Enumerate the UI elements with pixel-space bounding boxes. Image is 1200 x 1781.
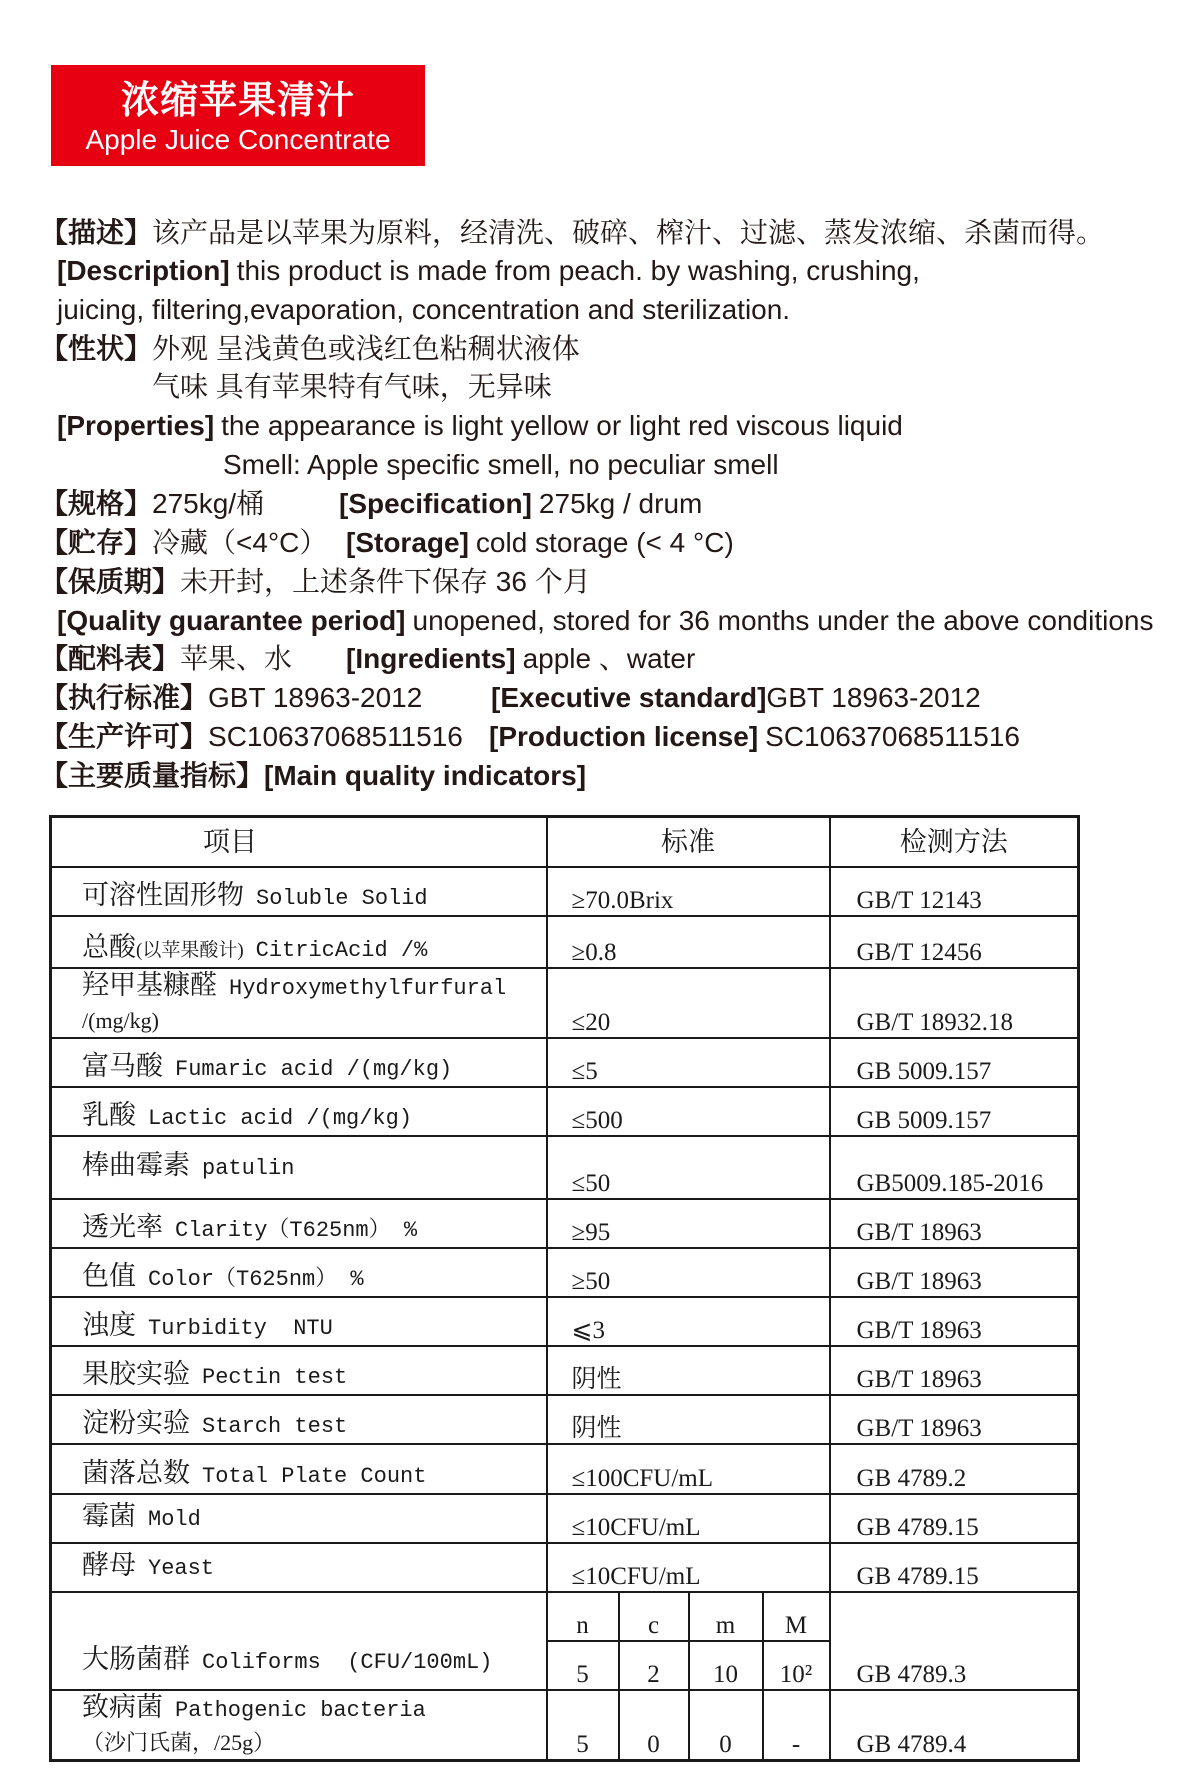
shelf-life-cn <box>40 566 591 598</box>
specification-cn <box>40 488 264 520</box>
item-name-cn: 淀粉实验 <box>82 1407 190 1438</box>
table-header-row <box>51 817 1079 867</box>
indicators-label-cn: 【主要质量指标】 <box>40 760 265 791</box>
item-name-en: Lactic acid /(mg/kg) <box>148 1105 413 1131</box>
item-name-en: Color（T625nm） % <box>148 1266 364 1292</box>
quality-table <box>49 815 1077 1762</box>
standard-cell: 阴性 <box>547 1346 830 1395</box>
table-row <box>51 1543 1079 1592</box>
storage-en <box>346 527 734 559</box>
sampling-header-m-upper: M <box>763 1592 830 1641</box>
product-title-cn: 浓缩苹果清汁 <box>120 78 355 122</box>
item-cell <box>51 1136 547 1199</box>
method-cell: GB 4789.2 <box>830 1444 1079 1494</box>
item-name-en: patulin <box>202 1156 295 1181</box>
item-cell <box>51 1395 547 1444</box>
sampling-header-n: n <box>547 1592 619 1641</box>
storage-label-cn: 【贮存】 <box>40 527 153 558</box>
specification-label-cn: 【规格】 <box>40 488 153 519</box>
standard-cell: ≥0.8 <box>547 916 830 968</box>
item-cell <box>51 1087 547 1136</box>
item-name-cn: 致病菌 <box>82 1691 163 1722</box>
license-label-en: [Production license] <box>489 721 759 752</box>
specification-value-cn: 275kg/桶 <box>152 488 265 519</box>
table-row <box>51 1248 1079 1297</box>
item-name-cn: 大肠菌群 <box>82 1643 190 1674</box>
item-name-en: Pathogenic bacteria <box>175 1697 426 1723</box>
method-cell: GB 5009.157 <box>830 1087 1079 1136</box>
properties-cn-line <box>40 333 580 365</box>
table-row <box>51 1690 1079 1761</box>
standard-cell: ⩽3 <box>547 1297 830 1346</box>
item-name-cn: 色值 <box>82 1260 136 1291</box>
description-en-line <box>57 255 920 287</box>
table-row <box>51 867 1079 916</box>
specification-label-en: [Specification] <box>339 488 532 519</box>
item-name-en: Pectin test <box>202 1364 348 1390</box>
standard-label-cn: 【执行标准】 <box>40 682 209 713</box>
table-row <box>51 1592 1079 1641</box>
item-note: (以苹果酸计) <box>136 939 244 961</box>
item-name-cn: 可溶性固形物 <box>82 879 244 910</box>
item-cell <box>51 867 547 916</box>
item-unit: /(mg/kg) <box>82 1007 159 1033</box>
method-cell: GB/T 12456 <box>830 916 1079 968</box>
header-item: 项目 <box>51 817 547 867</box>
sampling-value: 5 <box>547 1641 619 1690</box>
item-name-en: Fumaric acid /(mg/kg) <box>175 1056 453 1082</box>
ingredients-en <box>346 643 695 675</box>
item-cell <box>51 968 547 1038</box>
storage-cn <box>40 527 327 559</box>
description-label-en: [Description] <box>57 255 230 286</box>
method-cell: GB/T 12143 <box>830 867 1079 916</box>
properties-label-cn: 【性状】 <box>40 333 153 364</box>
indicators-heading <box>40 760 586 792</box>
item-name-en: Turbidity NTU <box>148 1315 333 1341</box>
item-name-cn: 酵母 <box>82 1550 136 1580</box>
item-name-cn: 富马酸 <box>82 1050 163 1081</box>
sampling-value: 5 <box>547 1690 619 1761</box>
standard-cell: ≤5 <box>547 1038 830 1087</box>
header-standard: 标准 <box>547 817 830 867</box>
license-value-en: SC10637068511516 <box>765 721 1020 752</box>
license-cn <box>40 721 463 753</box>
item-name-en: Soluble Solid <box>256 885 428 911</box>
item-cell <box>51 1543 547 1592</box>
sampling-header-c: c <box>619 1592 689 1641</box>
description-text-cn: 该产品是以苹果为原料，经清洗、破碎、榨汁、过滤、蒸发浓缩、杀菌而得。 <box>152 217 1105 248</box>
description-en-line-2 <box>57 294 790 326</box>
standard-cell: 阴性 <box>547 1395 830 1444</box>
standard-cell: ≤10CFU/mL <box>547 1543 830 1592</box>
properties-en-line <box>57 410 903 442</box>
sampling-value: - <box>763 1690 830 1761</box>
standard-cell: ≤10CFU/mL <box>547 1494 830 1543</box>
item-name-cn: 浊度 <box>82 1309 136 1340</box>
item-name-cn: 菌落总数 <box>82 1457 190 1488</box>
item-name-cn: 总酸 <box>82 931 136 962</box>
method-cell: GB/T 18963 <box>830 1297 1079 1346</box>
sampling-header-m-lower: m <box>689 1592 763 1641</box>
item-name-cn: 透光率 <box>82 1211 163 1242</box>
method-cell: GB 5009.157 <box>830 1038 1079 1087</box>
item-name-en: Coliforms (CFU/100mL) <box>202 1649 493 1675</box>
specification-value-en: 275kg / drum <box>538 488 703 519</box>
standard-cn <box>40 682 422 714</box>
sampling-value: 0 <box>619 1690 689 1761</box>
table-row <box>51 1297 1079 1346</box>
sampling-value: 0 <box>689 1690 763 1761</box>
standard-value-en: GBT 18963-2012 <box>766 682 981 713</box>
item-name-en: Mold <box>148 1507 201 1532</box>
storage-value-en: cold storage (< 4 °C) <box>475 527 734 558</box>
standard-cell: ≤500 <box>547 1087 830 1136</box>
shelf-life-label-cn: 【保质期】 <box>40 566 181 597</box>
license-value-cn: SC10637068511516 <box>208 721 463 752</box>
method-cell: GB 4789.15 <box>830 1494 1079 1543</box>
properties-appearance-en: the appearance is light yellow or light red viscous liquid <box>221 410 903 441</box>
table-row <box>51 1494 1079 1543</box>
item-cell <box>51 1592 547 1690</box>
item-note: （沙门氏菌，/25g） <box>82 1729 276 1755</box>
method-cell: GB/T 18963 <box>830 1346 1079 1395</box>
properties-appearance-cn: 外观 呈浅黄色或浅红色粘稠状液体 <box>152 333 580 364</box>
table-row <box>51 1087 1079 1136</box>
standard-label-en: [Executive standard] <box>491 682 767 713</box>
properties-label-en: [Properties] <box>57 410 215 441</box>
item-cell <box>51 1346 547 1395</box>
method-cell: GB5009.185-2016 <box>830 1136 1079 1199</box>
item-name-cn: 羟甲基糠醛 <box>82 969 217 1000</box>
table-row <box>51 1395 1079 1444</box>
standard-cell: ≥95 <box>547 1199 830 1248</box>
shelf-life-label-en: [Quality guarantee period] <box>57 605 406 636</box>
shelf-life-value-en: unopened, stored for 36 months under the above conditions <box>412 605 1154 636</box>
item-cell <box>51 1444 547 1494</box>
product-title-en: Apple Juice Concentrate <box>85 124 391 155</box>
method-cell: GB 4789.3 <box>830 1592 1079 1690</box>
description-text-en-1: this product is made from peach. by washing, crushing, <box>236 255 920 286</box>
properties-smell-cn-line <box>152 371 552 403</box>
method-cell: GB/T 18963 <box>830 1248 1079 1297</box>
properties-smell-cn: 气味 具有苹果特有气味，无异味 <box>152 371 552 402</box>
item-name-cn: 果胶实验 <box>82 1358 190 1389</box>
item-name-en: Clarity（T625nm） % <box>175 1217 418 1243</box>
license-label-cn: 【生产许可】 <box>40 721 209 752</box>
header-method: 检测方法 <box>830 817 1079 867</box>
table-row <box>51 1136 1079 1199</box>
ingredients-value-en: apple 、water <box>522 643 696 674</box>
item-name-en: Starch test <box>202 1413 348 1439</box>
item-cell <box>51 1199 547 1248</box>
ingredients-cn <box>40 643 292 675</box>
table-row <box>51 1444 1079 1494</box>
table-row <box>51 916 1079 968</box>
ingredients-label-cn: 【配料表】 <box>40 643 181 674</box>
license-en <box>489 721 1020 753</box>
standard-cell: ≥50 <box>547 1248 830 1297</box>
properties-smell-en-line <box>223 449 779 481</box>
quality-indicators-table <box>49 815 1080 1762</box>
item-cell <box>51 1690 547 1761</box>
table-row <box>51 1038 1079 1087</box>
shelf-life-en <box>57 605 1153 637</box>
sampling-value: 2 <box>619 1641 689 1690</box>
title-banner <box>51 65 425 166</box>
item-cell <box>51 916 547 968</box>
description-label-cn: 【描述】 <box>40 217 153 248</box>
storage-label-en: [Storage] <box>346 527 469 558</box>
item-name-cn: 霉菌 <box>82 1501 136 1531</box>
sampling-value: 10² <box>763 1641 830 1690</box>
standard-cell: ≤50 <box>547 1136 830 1199</box>
item-name-en: Hydroxymethylfurfural <box>229 975 507 1001</box>
method-cell: GB 4789.15 <box>830 1543 1079 1592</box>
item-name-en: CitricAcid /% <box>255 937 428 963</box>
description-text-en-2: juicing, filtering,evaporation, concentration and sterilization. <box>57 294 791 325</box>
standard-cell: ≤20 <box>547 968 830 1038</box>
item-cell <box>51 1494 547 1543</box>
table-row <box>51 968 1079 1038</box>
item-cell <box>51 1248 547 1297</box>
properties-smell-en: Smell: Apple specific smell, no peculiar smell <box>223 449 779 480</box>
sampling-value: 10 <box>689 1641 763 1690</box>
method-cell: GB/T 18963 <box>830 1395 1079 1444</box>
standard-en <box>491 682 981 714</box>
table-row <box>51 1346 1079 1395</box>
storage-value-cn: 冷藏（<4°C） <box>152 527 328 558</box>
method-cell: GB/T 18932.18 <box>830 968 1079 1038</box>
ingredients-value-cn: 苹果、水 <box>180 643 293 674</box>
standard-cell: ≥70.0Brix <box>547 867 830 916</box>
description-cn-line <box>40 217 1104 249</box>
method-cell: GB 4789.4 <box>830 1690 1079 1761</box>
item-cell <box>51 1038 547 1087</box>
item-name-cn: 乳酸 <box>82 1099 136 1130</box>
item-cell <box>51 1297 547 1346</box>
item-name-cn: 棒曲霉素 <box>82 1150 190 1180</box>
table-row <box>51 1199 1079 1248</box>
item-name-en: Total Plate Count <box>202 1463 427 1489</box>
standard-value-cn: GBT 18963-2012 <box>208 682 423 713</box>
ingredients-label-en: [Ingredients] <box>346 643 516 674</box>
method-cell: GB/T 18963 <box>830 1199 1079 1248</box>
shelf-life-value-cn: 未开封，上述条件下保存 36 个月 <box>180 566 591 597</box>
specification-en <box>339 488 702 520</box>
standard-cell: ≤100CFU/mL <box>547 1444 830 1494</box>
item-name-en: Yeast <box>148 1556 215 1581</box>
indicators-label-en: [Main quality indicators] <box>264 760 587 791</box>
